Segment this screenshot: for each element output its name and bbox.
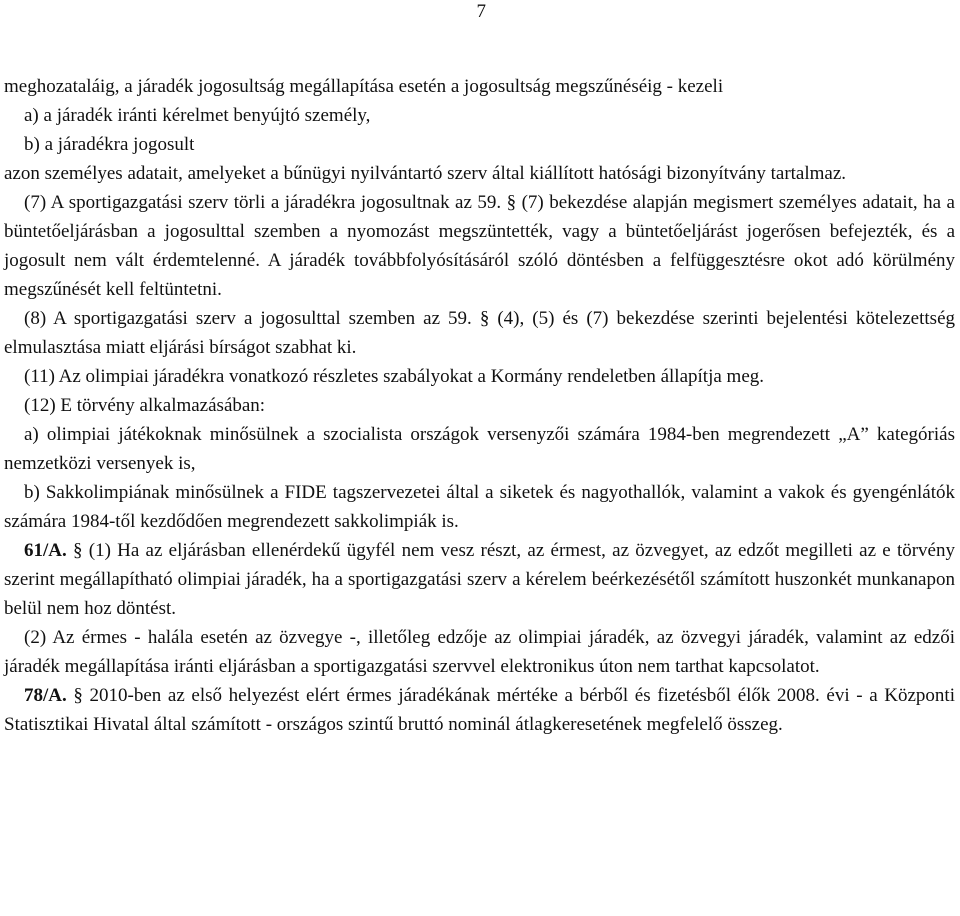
- section-heading: 78/A.: [24, 685, 67, 706]
- paragraph-61a-2: (2) Az érmes - halála esetén az özvegye -, illetőleg edzője az olimpiai járadék, az özvegyi járadék, valamint az edzői járadék megállapítása iránti eljárásban a sportigazgatási szervvel elektronikus úton nem tarthat kapcsolatot.: [4, 627, 955, 677]
- list-item-a: a) a járadék iránti kérelmet benyújtó személy,: [24, 105, 371, 126]
- section-heading: 61/A.: [24, 540, 67, 561]
- list-item-b: b) Sakkolimpiának minősülnek a FIDE tagszervezetei által a siketek és nagyothallók, valamint a vakok és gyengénlátók számára 1984-től kezdődően megrendezett sakkolimpiák is.: [4, 482, 955, 532]
- paragraph-61a: [4, 536, 955, 623]
- paragraph-78a: [4, 681, 955, 739]
- paragraph-section-8: (8) A sportigazgatási szerv a jogosulttal szemben az 59. § (4), (5) és (7) bekezdése szerinti bejelentési kötelezettség elmulasztása miatt eljárási bírságot szabhat ki.: [4, 308, 955, 358]
- page-number: 7: [476, 1, 486, 22]
- section-text: § 2010-ben az első helyezést elért érmes járadékának mértéke a bérből és fizetésből élők 2008. évi - a Központi Statisztikai Hivatal által számított - országos szintű bruttó nominál átlagkeresetének megfelelő összeg.: [4, 685, 955, 735]
- paragraph-section-7: (7) A sportigazgatási szerv törli a járadékra jogosultnak az 59. § (7) bekezdése alapján megismert személyes adatait, ha a büntetőeljárásban a jogosulttal szemben a nyomozást megszüntették, vagy a büntetőeljárást jogerősen befejezték, és a jogosult nem vált érdemtelenné. A járadék továbbfolyósításáról szóló döntésben a felfüggesztésre okot adó körülmény megszűnését kell feltüntetni.: [4, 192, 955, 300]
- list-item-a: a) olimpiai játékoknak minősülnek a szocialista országok versenyzői számára 1984-ben megrendezett „A” kategóriás nemzetközi versenyek is,: [4, 424, 955, 474]
- paragraph: meghozataláig, a járadék jogosultság megállapítása esetén a jogosultság megszűnéséig - kezeli: [4, 76, 724, 97]
- paragraph: azon személyes adatait, amelyeket a bűnügyi nyilvántartó szerv által kiállított hatósági bizonyítvány tartalmaz.: [4, 163, 847, 184]
- section-text: § (1) Ha az eljárásban ellenérdekű ügyfél nem vesz részt, az érmest, az özvegyet, az edzőt megilleti az e törvény szerint megállapítható olimpiai járadék, ha a sportigazgatási szerv a kérelem beérkezésétől számított huszonkét munkanapon belül nem hoz döntést.: [4, 540, 955, 619]
- paragraph-section-12: (12) E törvény alkalmazásában:: [24, 395, 266, 416]
- document-body: [4, 72, 955, 739]
- paragraph-section-11: (11) Az olimpiai járadékra vonatkozó részletes szabályokat a Kormány rendeletben állapítja meg.: [24, 366, 764, 387]
- list-item-b: b) a járadékra jogosult: [24, 134, 195, 155]
